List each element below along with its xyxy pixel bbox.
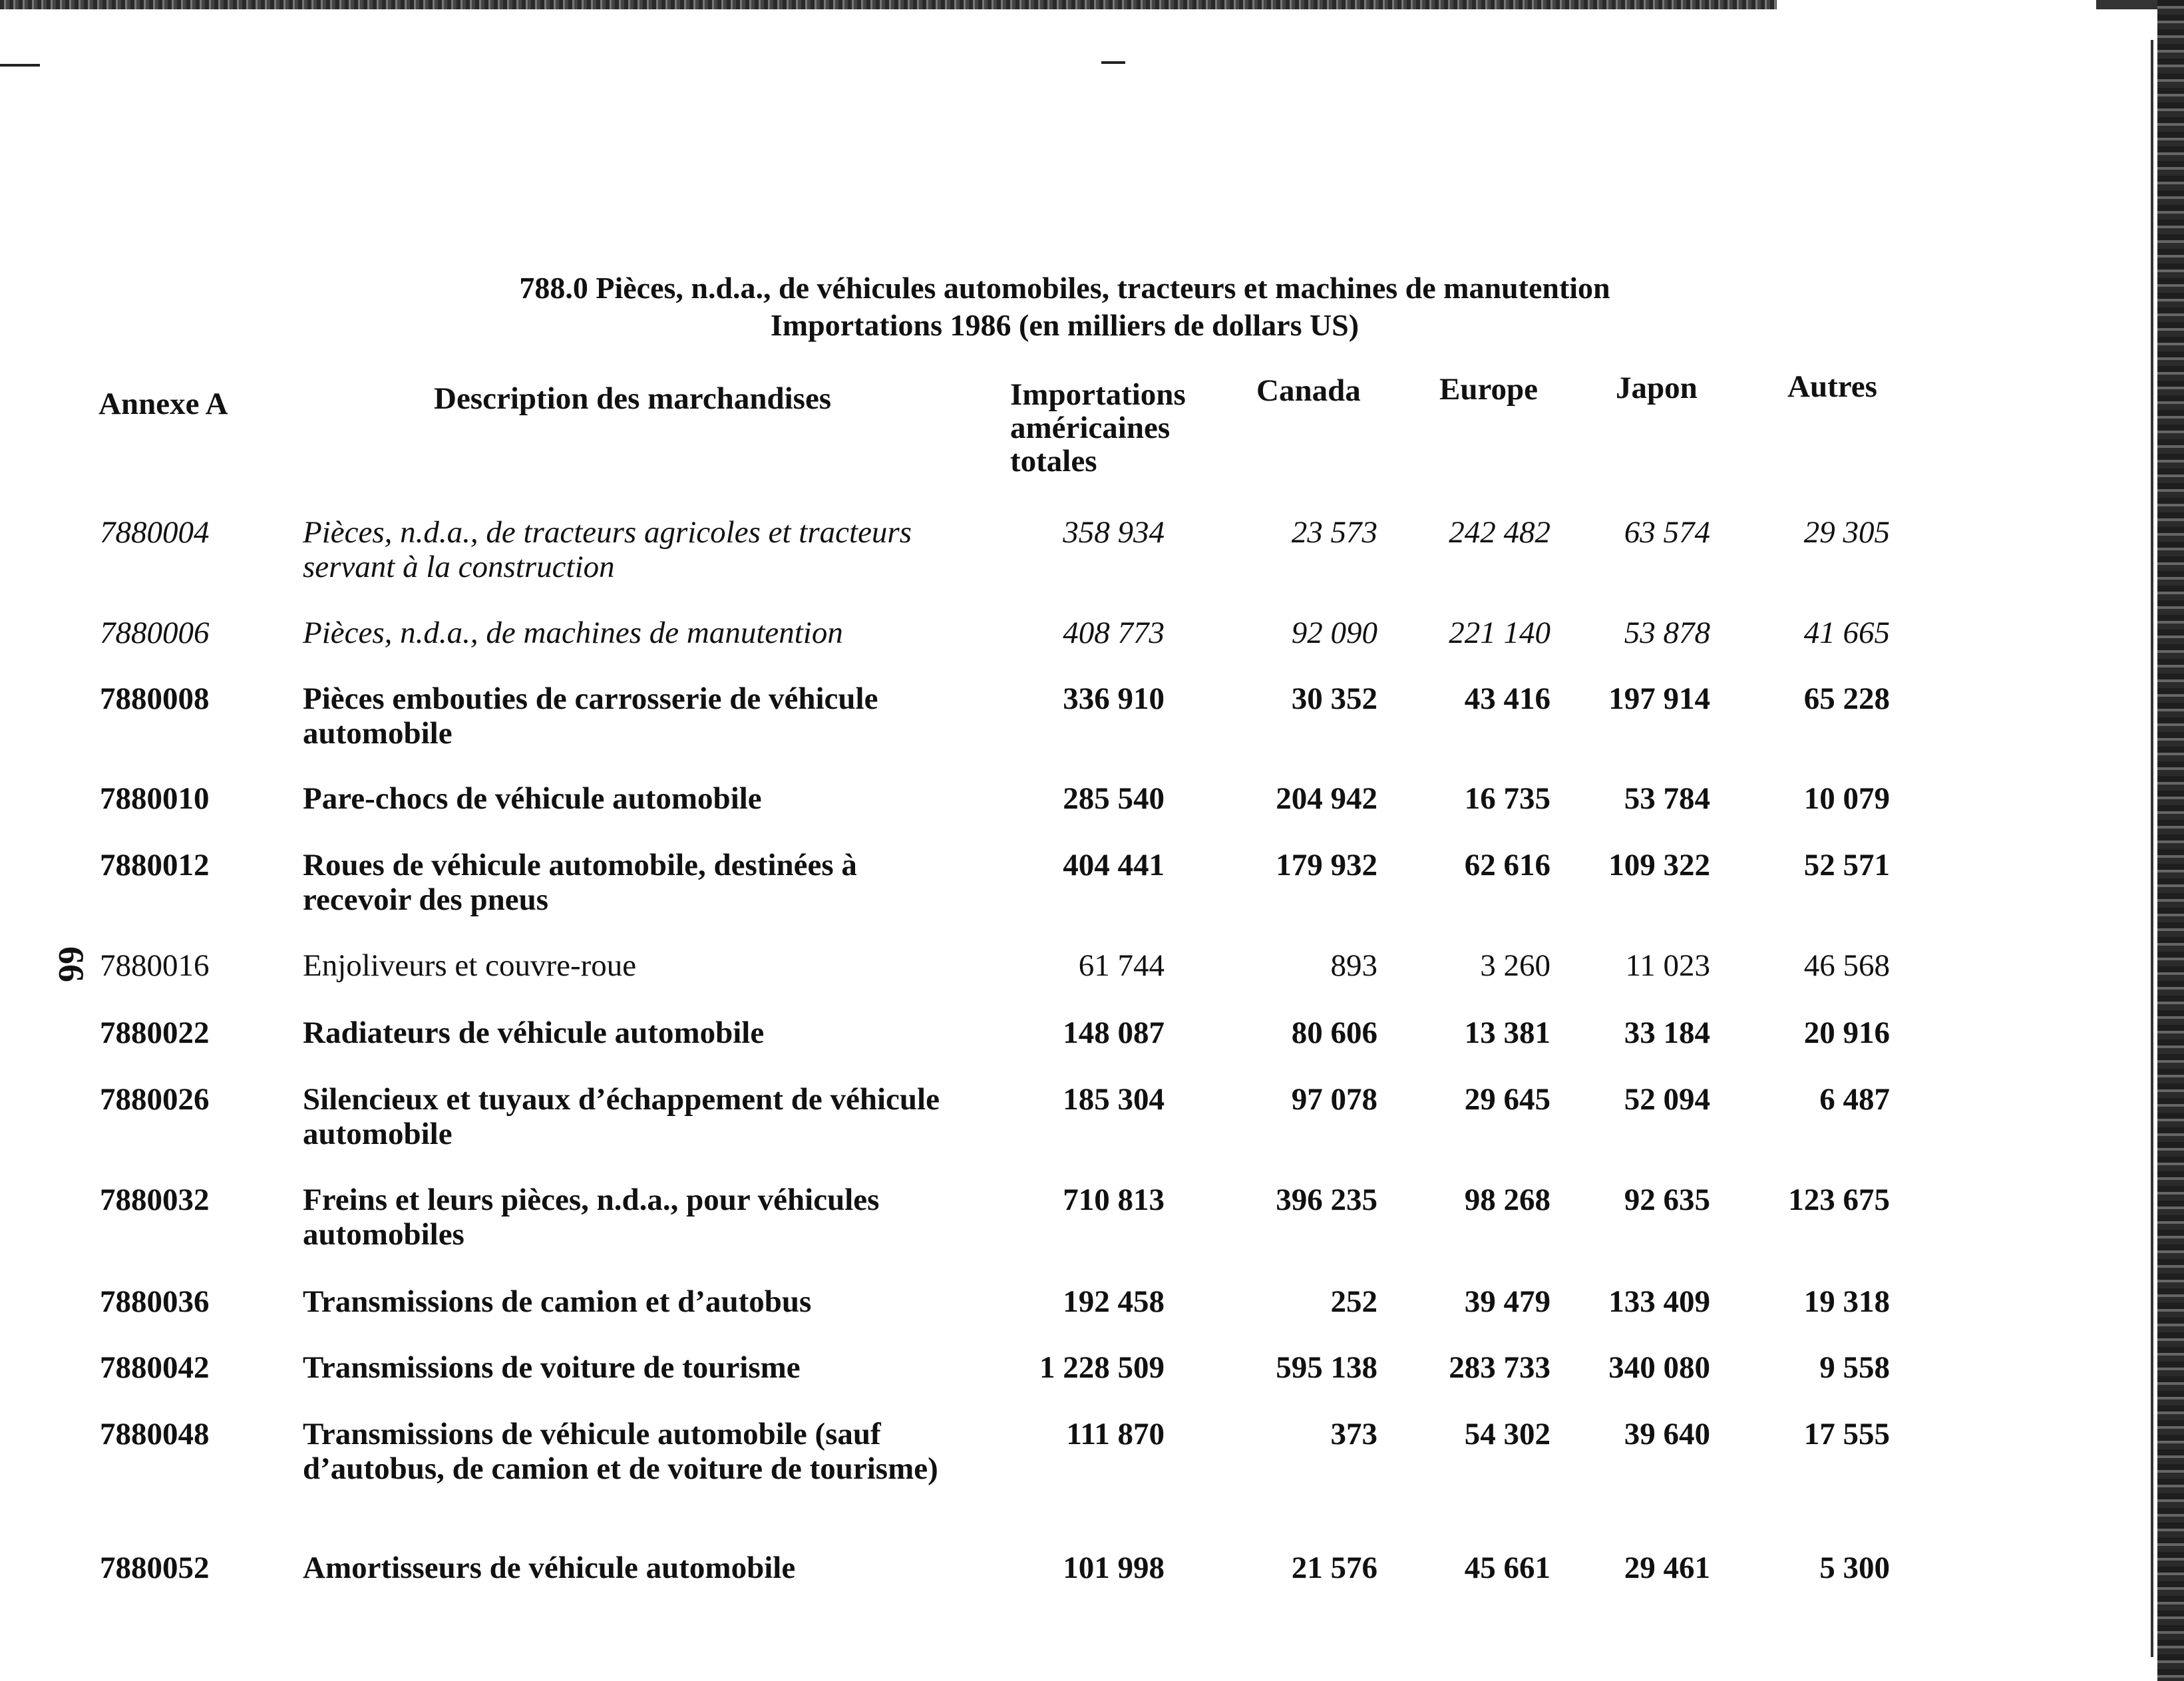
row-description: Transmissions de camion et d’autobus — [303, 1284, 812, 1319]
row-code: 7880008 — [100, 681, 210, 716]
row-code: 7880006 — [100, 616, 210, 650]
row-europe: 54 302 — [1464, 1417, 1550, 1451]
row-japon: 29 461 — [1624, 1551, 1710, 1585]
header-description: Description des marchandises — [434, 381, 832, 416]
row-total: 404 441 — [1063, 848, 1165, 882]
scan-edge-line — [2151, 40, 2153, 1657]
row-autres: 19 318 — [1803, 1284, 1890, 1319]
row-europe: 98 268 — [1464, 1183, 1550, 1217]
row-total: 710 813 — [1063, 1183, 1165, 1217]
row-code: 7880012 — [100, 848, 210, 882]
row-japon: 63 574 — [1624, 515, 1710, 550]
row-canada: 92 090 — [1291, 616, 1377, 650]
row-total: 148 087 — [1063, 1016, 1165, 1050]
row-code: 7880022 — [100, 1016, 210, 1050]
row-canada: 595 138 — [1276, 1350, 1377, 1385]
row-europe: 45 661 — [1464, 1551, 1550, 1585]
row-canada: 23 573 — [1291, 515, 1377, 550]
row-europe: 13 381 — [1464, 1016, 1550, 1050]
row-description: Radiateurs de véhicule automobile — [303, 1016, 765, 1050]
header-autres: Autres — [1787, 369, 1877, 404]
row-autres: 6 487 — [1819, 1082, 1890, 1117]
row-code: 7880026 — [100, 1082, 210, 1117]
row-canada: 204 942 — [1276, 781, 1377, 816]
row-europe: 3 260 — [1480, 948, 1550, 983]
row-autres: 9 558 — [1819, 1350, 1890, 1385]
row-total: 358 934 — [1063, 515, 1165, 550]
header-japon: Japon — [1616, 371, 1698, 405]
row-canada: 30 352 — [1291, 681, 1377, 716]
margin-dash-center — [1101, 61, 1125, 64]
row-code: 7880042 — [100, 1350, 210, 1385]
row-autres: 123 675 — [1788, 1183, 1890, 1217]
row-japon: 340 080 — [1608, 1350, 1710, 1385]
page-number: 66 — [51, 946, 91, 982]
row-code: 7880036 — [100, 1284, 210, 1319]
row-canada: 80 606 — [1291, 1016, 1377, 1050]
row-description: Pièces, n.d.a., de tracteurs agricoles et tracteurs servant à la construction — [303, 515, 912, 584]
margin-dash-left — [0, 64, 40, 67]
row-description: Amortisseurs de véhicule automobile — [303, 1551, 796, 1585]
row-europe: 29 645 — [1464, 1082, 1550, 1117]
row-canada: 373 — [1330, 1417, 1377, 1451]
row-canada: 21 576 — [1291, 1551, 1377, 1585]
row-description: Transmissions de véhicule automobile (sauf d’autobus, de camion et de voiture de tourisme) — [303, 1417, 938, 1486]
row-japon: 92 635 — [1624, 1183, 1710, 1217]
row-total: 101 998 — [1063, 1551, 1165, 1585]
row-autres: 10 079 — [1803, 781, 1890, 816]
row-autres: 46 568 — [1803, 948, 1890, 983]
row-japon: 33 184 — [1624, 1016, 1710, 1050]
header-canada: Canada — [1256, 373, 1361, 408]
row-code: 7880010 — [100, 781, 210, 816]
row-code: 7880032 — [100, 1183, 210, 1217]
row-japon: 39 640 — [1624, 1417, 1710, 1451]
row-description: Enjoliveurs et couvre-roue — [303, 948, 637, 983]
row-autres: 17 555 — [1803, 1417, 1890, 1451]
row-description: Silencieux et tuyaux d’échappement de véhicule automobile — [303, 1082, 940, 1151]
row-europe: 283 733 — [1449, 1350, 1550, 1385]
row-europe: 43 416 — [1464, 681, 1550, 716]
header-annexe: Annexe A — [98, 387, 228, 421]
title-line-2: Importations 1986 (en milliers de dollars US) — [770, 308, 1360, 342]
row-total: 408 773 — [1063, 616, 1165, 650]
row-japon: 52 094 — [1624, 1082, 1710, 1117]
row-japon: 133 409 — [1608, 1284, 1710, 1319]
row-japon: 53 784 — [1624, 781, 1710, 816]
scan-border-top — [0, 0, 1777, 9]
row-total: 111 870 — [1066, 1417, 1165, 1451]
row-total: 185 304 — [1063, 1082, 1165, 1117]
row-total: 1 228 509 — [1039, 1350, 1165, 1385]
row-europe: 16 735 — [1464, 781, 1550, 816]
row-japon: 197 914 — [1608, 681, 1710, 716]
row-total: 336 910 — [1063, 681, 1165, 716]
row-autres: 20 916 — [1803, 1016, 1890, 1050]
row-japon: 109 322 — [1608, 848, 1710, 882]
row-code: 7880016 — [100, 948, 210, 983]
title-line-1: 788.0 Pièces, n.d.a., de véhicules automobiles, tracteurs et machines de manutention — [519, 271, 1610, 305]
row-total: 61 744 — [1078, 948, 1165, 983]
row-total: 192 458 — [1063, 1284, 1165, 1319]
row-description: Freins et leurs pièces, n.d.a., pour véhicules automobiles — [303, 1183, 880, 1252]
row-canada: 893 — [1330, 948, 1377, 983]
header-europe: Europe — [1439, 372, 1538, 407]
document-title — [373, 270, 1757, 344]
row-autres: 65 228 — [1803, 681, 1890, 716]
header-total: Importations américaines totales — [1010, 377, 1186, 478]
row-description: Pare-chocs de véhicule automobile — [303, 781, 762, 816]
row-canada: 97 078 — [1291, 1082, 1377, 1117]
row-japon: 53 878 — [1624, 616, 1710, 650]
row-total: 285 540 — [1063, 781, 1165, 816]
row-europe: 62 616 — [1464, 848, 1550, 882]
row-autres: 5 300 — [1819, 1551, 1890, 1585]
row-code: 7880048 — [100, 1417, 210, 1451]
scan-border-right — [2157, 0, 2184, 1681]
row-description: Transmissions de voiture de tourisme — [303, 1350, 801, 1385]
row-description: Pièces, n.d.a., de machines de manutention — [303, 616, 843, 650]
row-description: Pièces embouties de carrosserie de véhicule automobile — [303, 681, 878, 751]
row-canada: 179 932 — [1276, 848, 1377, 882]
row-autres: 52 571 — [1803, 848, 1890, 882]
row-canada: 252 — [1330, 1284, 1377, 1319]
row-description: Roues de véhicule automobile, destinées à recevoir des pneus — [303, 848, 857, 917]
row-europe: 39 479 — [1464, 1284, 1550, 1319]
row-code: 7880004 — [100, 515, 210, 550]
row-code: 7880052 — [100, 1551, 210, 1585]
row-canada: 396 235 — [1276, 1183, 1377, 1217]
row-japon: 11 023 — [1625, 948, 1710, 983]
row-autres: 41 665 — [1803, 616, 1890, 650]
row-autres: 29 305 — [1803, 515, 1890, 550]
row-europe: 221 140 — [1449, 616, 1550, 650]
row-europe: 242 482 — [1449, 515, 1550, 550]
